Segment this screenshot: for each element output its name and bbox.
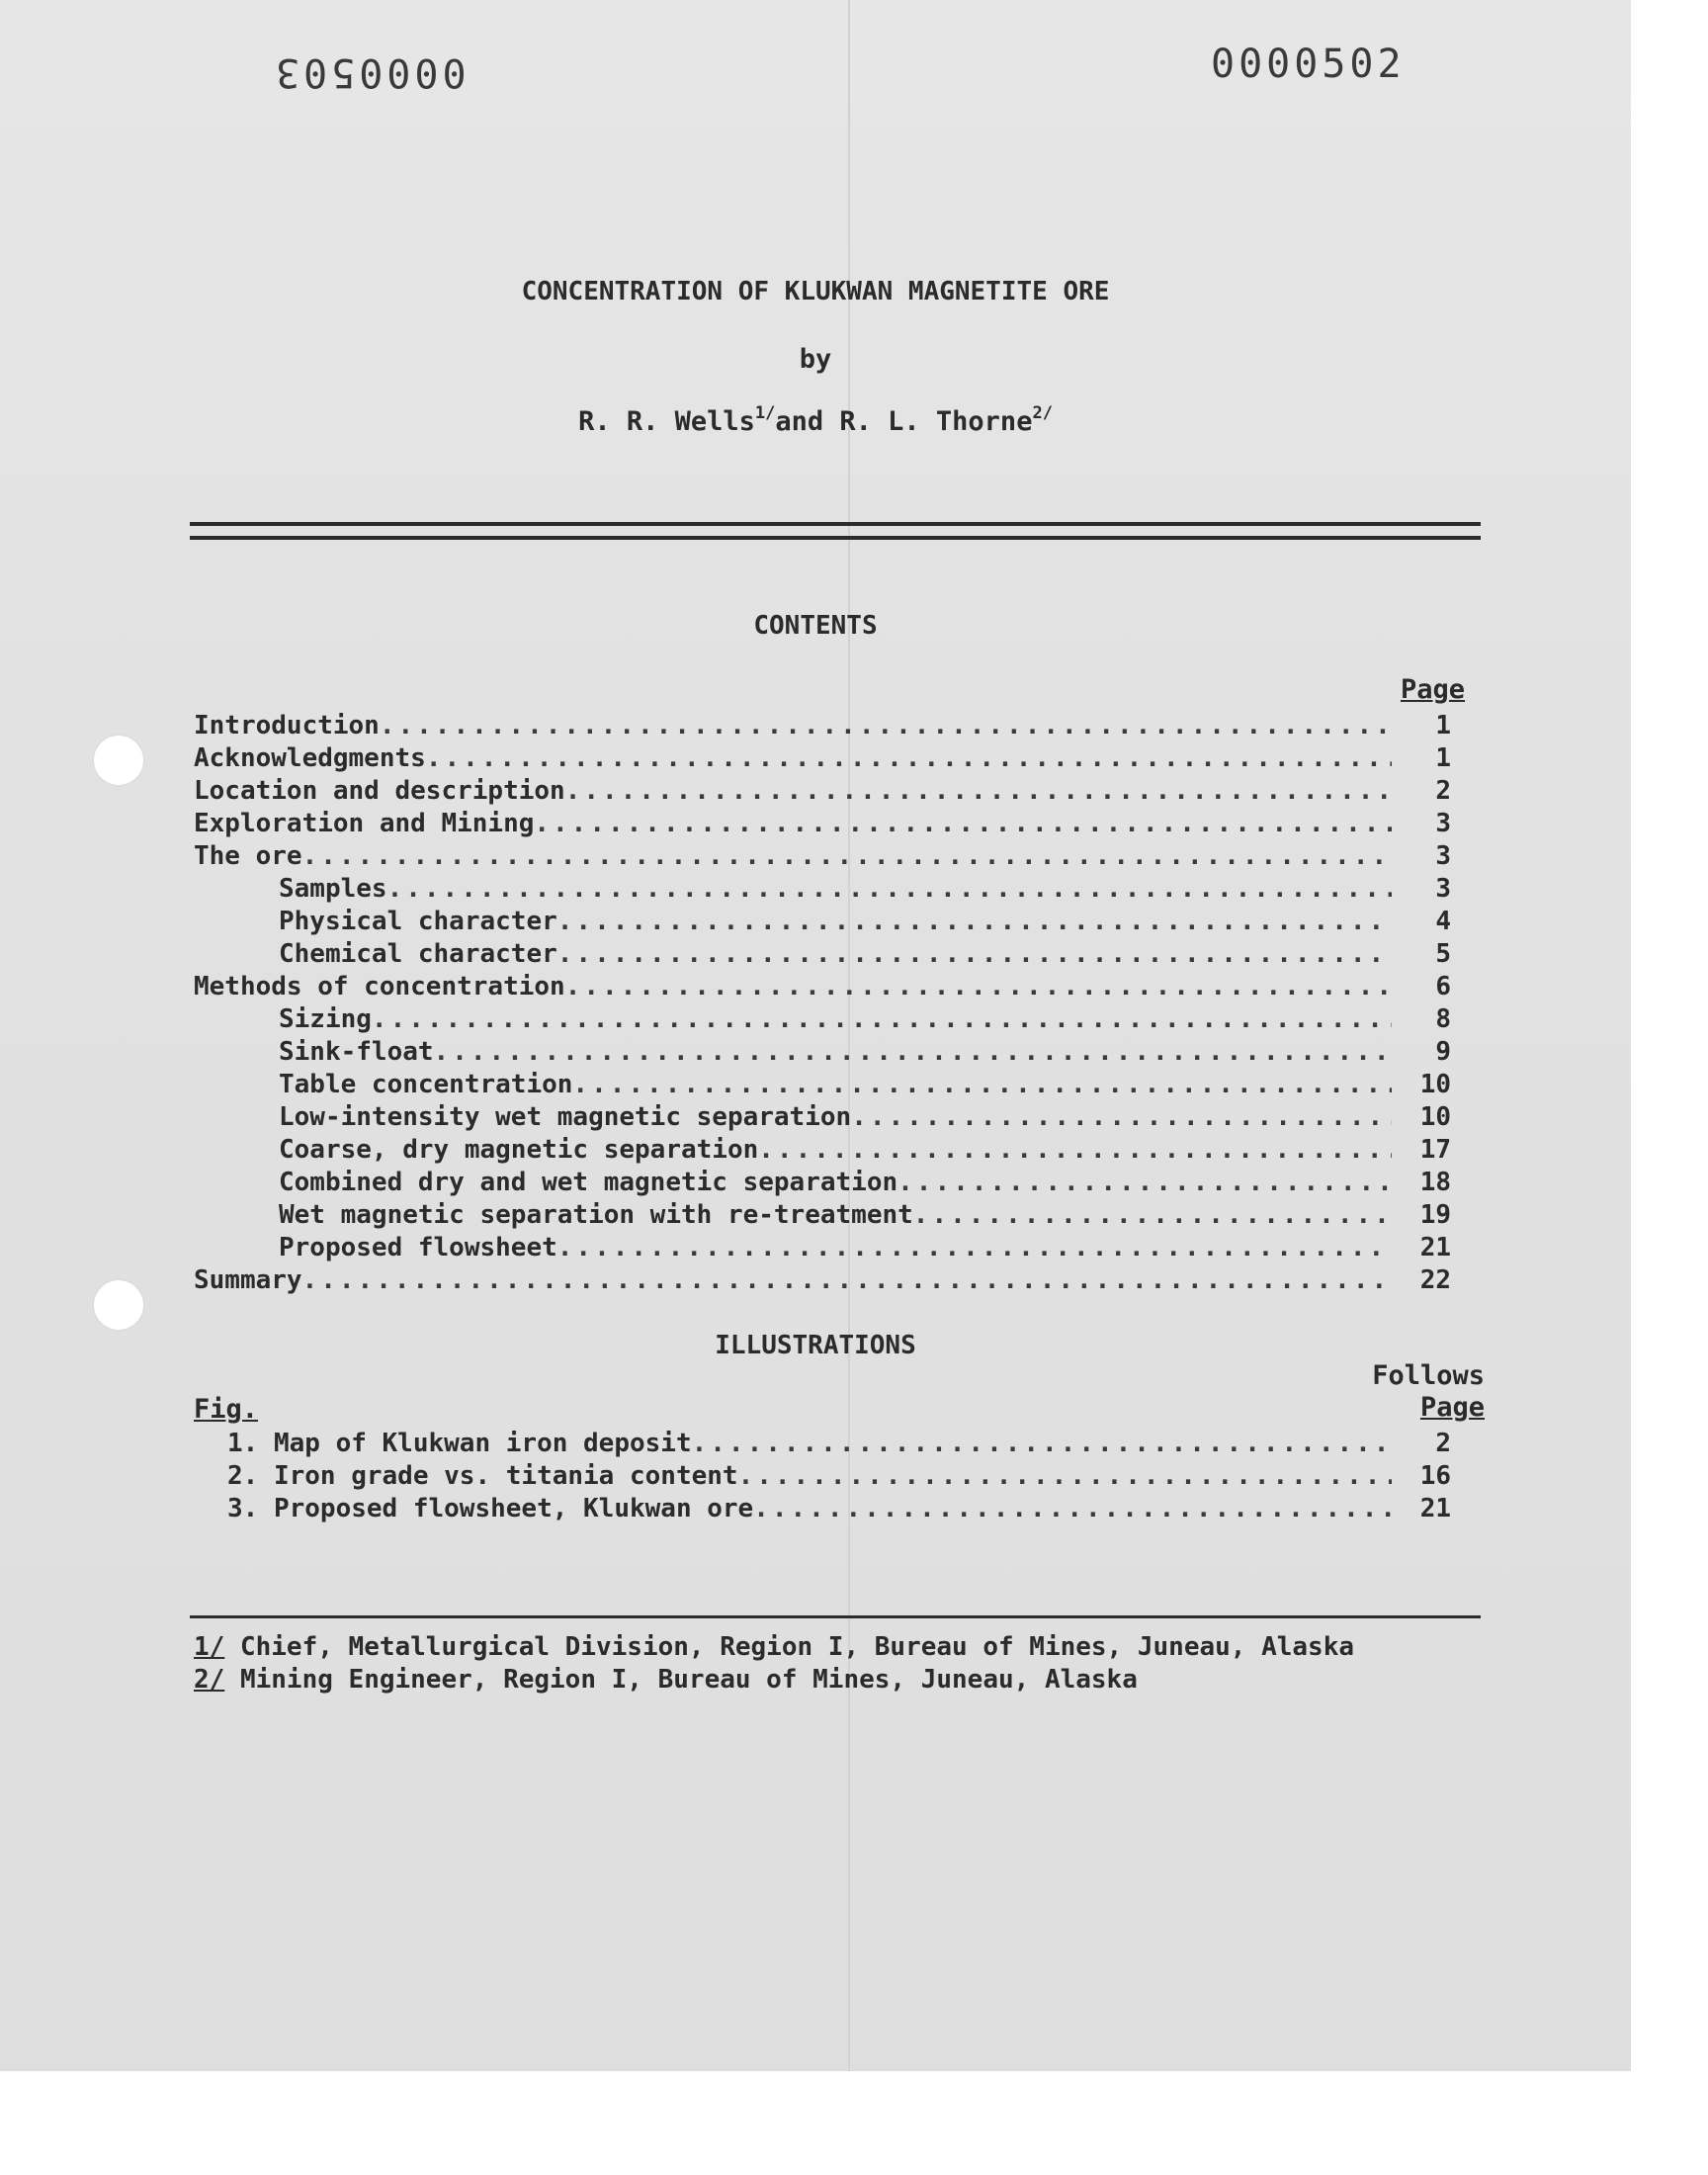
entry-page: 3 <box>1435 874 1451 904</box>
entry-page: 1 <box>1435 743 1451 773</box>
footnote-text: Chief, Metallurgical Division, Region I, Bureau of Mines, Juneau, Alaska <box>224 1632 1355 1662</box>
entry-page: 6 <box>1435 972 1451 1001</box>
entry-page: 10 <box>1419 1102 1451 1132</box>
dot-leader <box>434 1037 1392 1067</box>
toc-entry <box>194 1099 1451 1132</box>
fig-column-heading: Fig. <box>194 1394 259 1425</box>
entry-title: 1. Map of Klukwan iron deposit <box>227 1429 692 1458</box>
entry-page: 19 <box>1419 1200 1451 1230</box>
entry-page: 2 <box>1435 776 1451 806</box>
entry-title: Summary <box>194 1265 302 1295</box>
toc-entry <box>194 1426 1451 1458</box>
footnotes <box>194 1631 1354 1696</box>
page-label: Page <box>1419 1392 1485 1423</box>
dot-leader <box>572 1070 1392 1099</box>
entry-title: 2. Iron grade vs. titania content <box>227 1461 738 1491</box>
toc-entry <box>194 1132 1451 1165</box>
entry-title: Exploration and Mining <box>194 809 535 838</box>
toc-entry <box>194 904 1451 936</box>
follows-page-column-heading <box>1324 1360 1485 1424</box>
entry-title: Chemical character <box>279 939 557 969</box>
dot-leader <box>302 1265 1392 1295</box>
toc-entry <box>194 1458 1451 1491</box>
dot-leader <box>753 1494 1392 1523</box>
entry-title: Acknowledgments <box>194 743 426 773</box>
entry-title: Combined dry and wet magnetic separation <box>279 1168 898 1197</box>
footnote-mark: 1/ <box>194 1632 225 1662</box>
page-number-stamp: 0000502 <box>1211 42 1406 87</box>
footnote <box>194 1631 1354 1664</box>
toc-entry <box>194 969 1451 1001</box>
by-line: by <box>799 344 832 375</box>
toc-entry <box>194 773 1451 806</box>
dot-leader <box>557 1233 1392 1262</box>
dot-leader <box>380 711 1392 740</box>
entry-page: 2 <box>1435 1429 1451 1458</box>
entry-page: 9 <box>1435 1037 1451 1067</box>
entry-title: Sink-float <box>279 1037 434 1067</box>
punch-hole <box>94 1280 143 1330</box>
entry-page: 3 <box>1435 809 1451 838</box>
footnote-mark: 2/ <box>194 1665 225 1695</box>
entry-title: Samples <box>279 874 387 904</box>
dot-leader <box>913 1200 1392 1230</box>
entry-title: Introduction <box>194 711 380 740</box>
toc-entry <box>194 1165 1451 1197</box>
toc-entry <box>194 1491 1451 1523</box>
entry-page: 17 <box>1419 1135 1451 1165</box>
follows-label: Follows <box>1372 1360 1485 1391</box>
entry-title: Wet magnetic separation with re-treatment <box>279 1200 913 1230</box>
footnote <box>194 1664 1354 1696</box>
authors-line <box>0 403 1631 437</box>
toc-entry <box>194 1197 1451 1230</box>
toc-entry <box>194 871 1451 904</box>
footnote-rule <box>190 1615 1481 1618</box>
entry-title: Low-intensity wet magnetic separation <box>279 1102 852 1132</box>
toc-entry <box>194 1067 1451 1099</box>
dot-leader <box>897 1168 1392 1197</box>
entry-title: Proposed flowsheet <box>279 1233 557 1262</box>
illustrations-list <box>194 1426 1451 1523</box>
dot-leader <box>692 1429 1392 1458</box>
entry-title: Table concentration <box>279 1070 573 1099</box>
document-title: CONCENTRATION OF KLUKWAN MAGNETITE ORE <box>521 277 1110 306</box>
toc-entry <box>194 1262 1451 1295</box>
double-rule-top <box>190 522 1481 526</box>
toc-entry <box>194 1034 1451 1067</box>
entry-page: 10 <box>1419 1070 1451 1099</box>
toc-entry <box>194 1230 1451 1262</box>
entry-title: Methods of concentration <box>194 972 565 1001</box>
entry-page: 4 <box>1435 907 1451 936</box>
dot-leader <box>565 972 1392 1001</box>
toc-entry <box>194 708 1451 740</box>
dot-leader <box>851 1102 1392 1132</box>
entry-title: Coarse, dry magnetic separation <box>279 1135 759 1165</box>
entry-page: 16 <box>1419 1461 1451 1491</box>
dot-leader <box>758 1135 1392 1165</box>
footnote-text: Mining Engineer, Region I, Bureau of Mines, Juneau, Alaska <box>224 1665 1138 1695</box>
toc-entry <box>194 838 1451 871</box>
footnote-ref-1: 1/ <box>754 403 776 423</box>
illustrations-heading: ILLUSTRATIONS <box>715 1331 916 1360</box>
dot-leader <box>738 1461 1392 1491</box>
toc-entry <box>194 936 1451 969</box>
entry-title: Location and description <box>194 776 565 806</box>
entry-title: 3. Proposed flowsheet, Klukwan ore <box>227 1494 754 1523</box>
punch-hole <box>94 736 143 785</box>
contents-heading: CONTENTS <box>753 611 878 641</box>
entry-page: 5 <box>1435 939 1451 969</box>
toc-entry <box>194 740 1451 773</box>
entry-title: Physical character <box>279 907 557 936</box>
toc-entry <box>194 806 1451 838</box>
author-2: and R. L. Thorne <box>775 406 1033 437</box>
entry-page: 1 <box>1435 711 1451 740</box>
page-number-stamp-mirrored: 0000503 <box>272 49 467 95</box>
page-column-heading: Page <box>1400 674 1465 705</box>
table-of-contents <box>194 708 1451 1295</box>
dot-leader <box>387 874 1392 904</box>
dot-leader <box>565 776 1392 806</box>
author-1: R. R. Wells <box>578 406 755 437</box>
toc-entry <box>194 1001 1451 1034</box>
entry-page: 21 <box>1419 1233 1451 1262</box>
footnote-ref-2: 2/ <box>1032 403 1053 423</box>
entry-page: 3 <box>1435 841 1451 871</box>
entry-title: The ore <box>194 841 302 871</box>
entry-page: 18 <box>1419 1168 1451 1197</box>
dot-leader <box>372 1004 1392 1034</box>
entry-page: 8 <box>1435 1004 1451 1034</box>
dot-leader <box>426 743 1392 773</box>
double-rule-bottom <box>190 536 1481 540</box>
dot-leader <box>557 907 1392 936</box>
dot-leader <box>534 809 1392 838</box>
entry-page: 22 <box>1419 1265 1451 1295</box>
dot-leader <box>302 841 1392 871</box>
dot-leader <box>557 939 1392 969</box>
entry-page: 21 <box>1419 1494 1451 1523</box>
entry-title: Sizing <box>279 1004 372 1034</box>
